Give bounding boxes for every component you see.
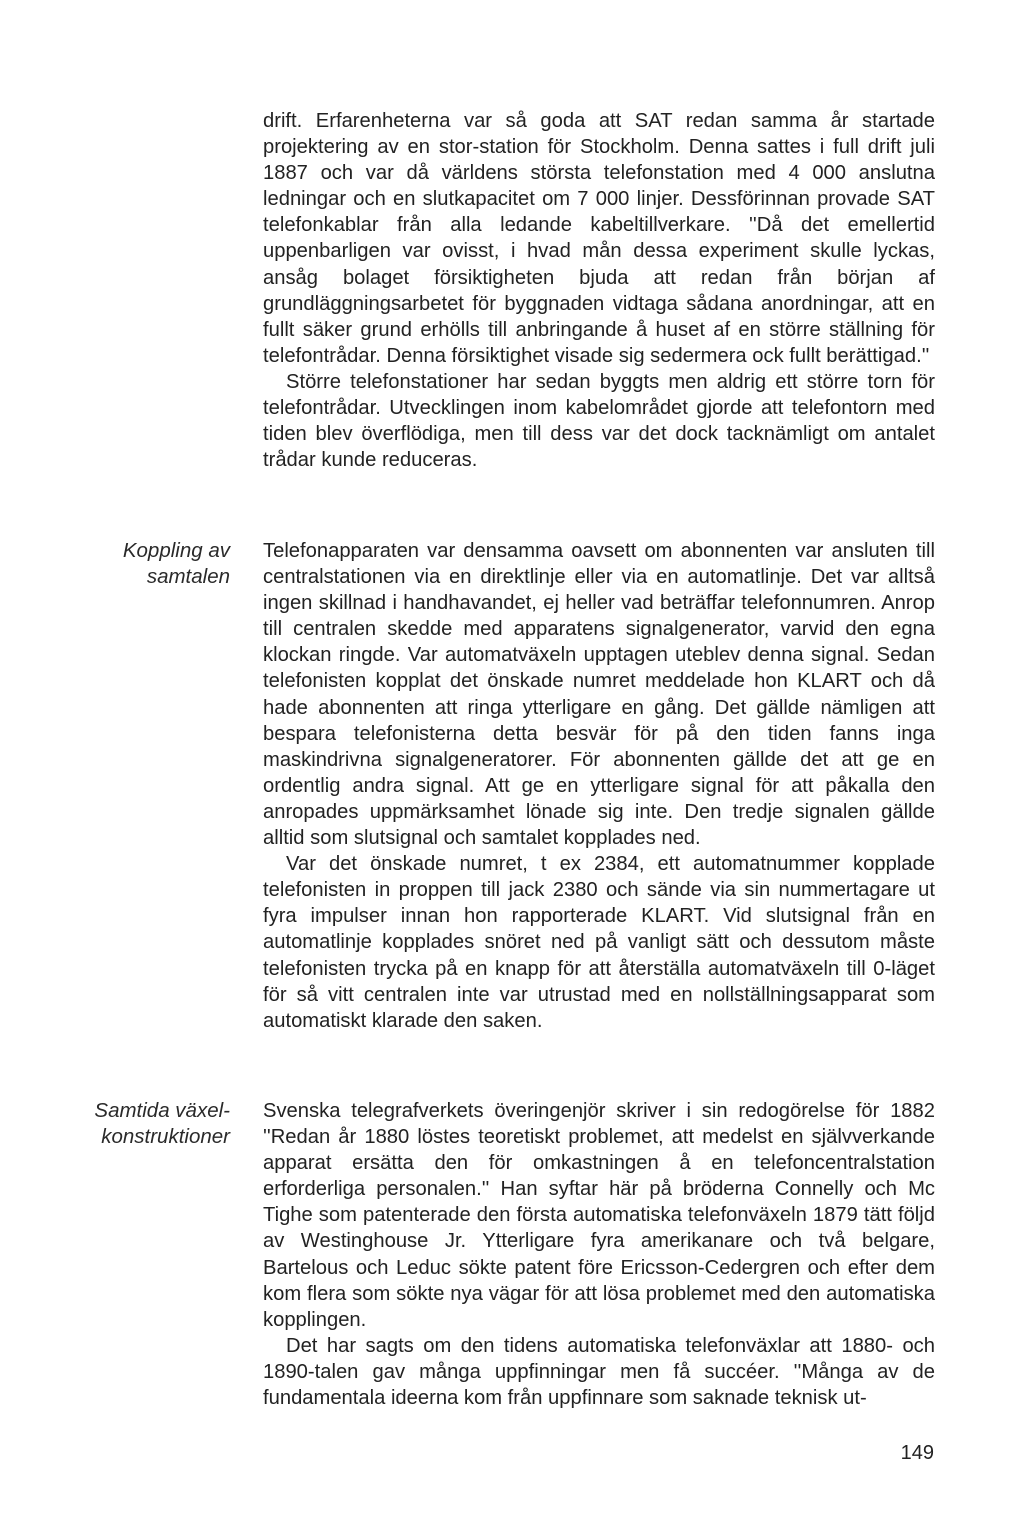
margin-heading: Samtida växel- konstruktioner (94, 1099, 230, 1148)
margin-heading: Koppling av samtalen (122, 539, 230, 588)
paragraph: Större telefonstationer har sedan byggts men aldrig ett större torn för telefontrådar. Utvecklingen inom kabelområdet gjorde att telefontorn med tiden blev överflödiga, men till dess var det dock tacknämligt om antalet trådar kunde reduceras. (263, 370, 935, 472)
paragraph: Svenska telegrafverkets överingenjör skriver i sin redogörelse för 1882 ''Redan år 1880 löstes teoretiskt problemet, att medelst en självverkande apparat ersätta den för omkastningen å en telefoncentralstation erforderliga personalen.'' Han syftar här på bröderna Connelly och Mc Tighe som patenterade den första automatiska telefonväxeln 1879 tätt följd av Westinghouse Jr. Ytterligare fyra amerikanare och två belgare, Bartelous och Leduc sökte patent före Ericsson-Cedergren och efter dem kom flera som sökte nya vägar för att lösa problemet med den automatiska kopplingen. (263, 1100, 935, 1331)
page-number: 149 (900, 1442, 934, 1464)
section-body (263, 108, 935, 473)
section-body (263, 538, 935, 1034)
section-body (263, 1098, 935, 1411)
paragraph: drift. Erfarenheterna var så goda att SAT redan samma år startade projektering av en stor-station för Stockholm. Denna sattes i full drift juli 1887 och var då världens största telefonstation med 4 000 anslutna ledningar och en slutkapacitet om 7 000 linjer. Dessförinnan provade SAT telefonkablar från alla ledande kabeltillverkare. ''Då det emellertid uppenbarligen var ovisst, i hvad mån dessa experiment skulle lyckas, ansåg bolaget försiktigheten bjuda att redan från början af grundläggningsarbetet för byggnaden vidtaga sådana anordningar, att en fullt säker grund erhölls till anbringande å huset af en större ställning för telefontrådar. Denna försiktighet visade sig sedermera ock fullt berättigad.'' (263, 110, 935, 367)
paragraph: Var det önskade numret, t ex 2384, ett automatnummer kopplade telefonisten in proppen till jack 2380 och sände via sin nummertagare ut fyra impulser innan hon rapporterade KLART. Vid slutsignal från en automatlinje kopplades snöret ned på vanligt sätt och dessutom måste telefonisten trycka på en knapp för att återställa automatväxeln till 0-läget för så vitt centralen inte var utrustad med en nollställningsapparat som automatiskt klarade den saken. (263, 853, 935, 1032)
paragraph: Det har sagts om den tidens automatiska telefonväxlar att 1880- och 1890-talen gav många uppfinningar men få succéer. ''Många av de fundamentala ideerna kom från uppfinnare som saknade teknisk ut- (263, 1334, 935, 1410)
paragraph: Telefonapparaten var densamma oavsett om abonnenten var ansluten till centralstationen via en direktlinje eller via en automatlinje. Det var alltså ingen skillnad i handhavandet, ej heller vad beträffar telefonnumren. Anrop till centralen skedde med apparatens signalgenerator, varvid den egna klockan ringde. Var automatväxeln upptagen uteblev denna signal. Sedan telefonisten kopplat det önskade numret meddelade hon KLART och då hade abonnenten att ringa ytterligare en gång. Det gällde nämligen att bespara telefonisterna detta besvär för på den tiden fanns inga maskindrivna signalgeneratorer. För abonnenten gällde det att ge en ordentlig andra signal. Att ge en ytterligare signal för att påkalla den anropades uppmärksamhet lönade sig inte. Den tredje signalen gällde alltid som slutsignal och samtalet kopplades ned. (263, 540, 935, 850)
